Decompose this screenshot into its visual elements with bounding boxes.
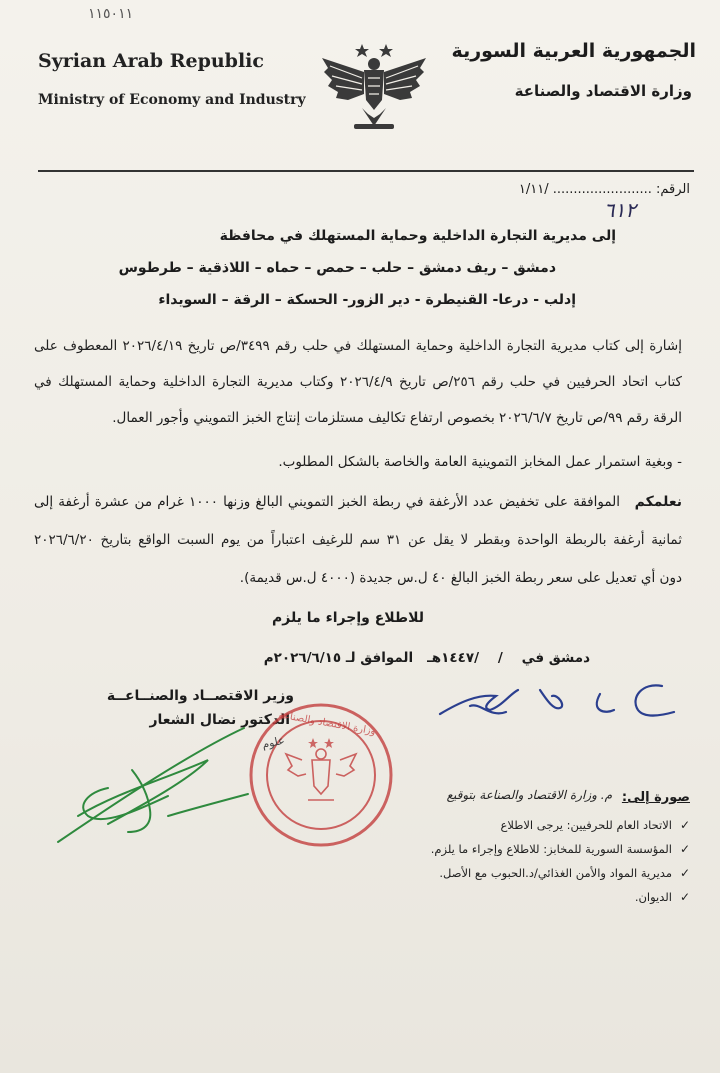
addressee-line-3: إدلب - درعا- القنيطرة - دير الزور- الحسكة – الرقة – السويداء <box>158 292 576 308</box>
handwritten-reference-number: ٦١٢ <box>603 198 636 222</box>
ar-country: الجمهورية العربية السورية <box>451 40 696 62</box>
minister-name: الدكتور نضال الشعار <box>149 712 290 728</box>
cc-item-4: الديوان. <box>634 890 672 904</box>
top-handwritten-number: ١١٥٠١١ <box>88 6 134 22</box>
cc-item-2: المؤسسة السورية للمخابز: للاطلاع وإجراء ما يلزم. <box>430 842 672 856</box>
handwritten-initials <box>430 672 700 732</box>
cc-check-4: ✓ <box>679 890 690 904</box>
cc-handwritten-note: م. وزارة الاقتصاد والصناعة بتوقيع <box>446 788 612 802</box>
addressee-line-2: دمشق – ريف دمشق – حلب – حمص – حماه – اللاذقية – طرطوس <box>118 260 556 276</box>
minister-signature <box>48 720 258 850</box>
date-line: دمشق في / /١٤٤٧هـ الموافق لـ ٢٠٢٦/٦/١٥م <box>263 650 590 666</box>
en-ministry: Ministry of Economy and Industry <box>38 92 306 108</box>
stamp-mark: علوم <box>260 733 286 752</box>
cc-label: صورة إلى: <box>621 790 690 805</box>
seal-text: وزارة الاقتصاد والصناعة <box>277 709 377 738</box>
body-paragraph-3-line-3: دون أي تعديل على سعر ربطة الخبز البالغ ٤٠ ل.س جديدة (٤٠٠٠ ل.س قديمة). <box>239 570 682 586</box>
addressee-line-1: إلى مديرية التجارة الداخلية وحماية المستهلك في محافظة <box>219 228 616 244</box>
cc-check-3: ✓ <box>679 866 690 880</box>
reference-number: الرقم: ........................ /١/١١ <box>518 182 690 197</box>
cc-check-2: ✓ <box>679 842 690 856</box>
closing-line: للاطلاع وإجراء ما يلزم <box>271 610 424 626</box>
body-paragraph-2: - وبغية استمرار عمل المخابز التموينية العامة والخاصة بالشكل المطلوب. <box>278 454 682 470</box>
body-paragraph-3-line-2: ثمانية أرغفة بالربطة الواحدة وبقطر لا يقل عن ٣١ سم للرغيف اعتباراً من يوم السبت الواقع بتاريخ ٢٠٢٦/٦/٢٠ <box>34 532 682 548</box>
ar-ministry: وزارة الاقتصاد والصناعة <box>514 82 692 100</box>
body-paragraph-1-line-1: إشارة إلى كتاب مديرية التجارة الداخلية وحماية المستهلك في حلب رقم ٣٤٩٩/ص تاريخ ٢٠٢٦/٤/١٩ المعطوف على <box>34 338 682 354</box>
body-paragraph-3-lead: نعلمكم <box>634 494 682 510</box>
cc-item-1: الاتحاد العام للحرفيين: يرجى الاطلاع <box>500 818 672 832</box>
header-rule <box>38 170 694 172</box>
cc-item-3: مديرية المواد والأمن الغذائي/د.الحبوب مع الأصل. <box>439 866 672 880</box>
en-country: Syrian Arab Republic <box>38 50 264 72</box>
body-paragraph-1-line-2: كتاب اتحاد الحرفيين في حلب رقم ٢٥٦/ص تاريخ ٢٠٢٦/٤/٩ وكتاب مديرية التجارة الداخلية وحماية المستهلك في <box>34 374 682 390</box>
syrian-eagle-emblem <box>318 38 430 138</box>
cc-check-1: ✓ <box>679 818 690 832</box>
body-paragraph-3-line-1: الموافقة على تخفيض عدد الأرغفة في ربطة الخبز التمويني البالغ وزنها ١٠٠٠ غرام من عشرة أرغفة إلى <box>34 494 621 510</box>
body-paragraph-1-line-3: الرقة رقم ٩٩/ص تاريخ ٢٠٢٦/٦/٧ بخصوص ارتفاع تكاليف مستلزمات إنتاج الخبز التمويني وأجور العمال. <box>112 410 682 426</box>
minister-title: وزير الاقتصــاد والصنــاعــة <box>106 688 294 704</box>
